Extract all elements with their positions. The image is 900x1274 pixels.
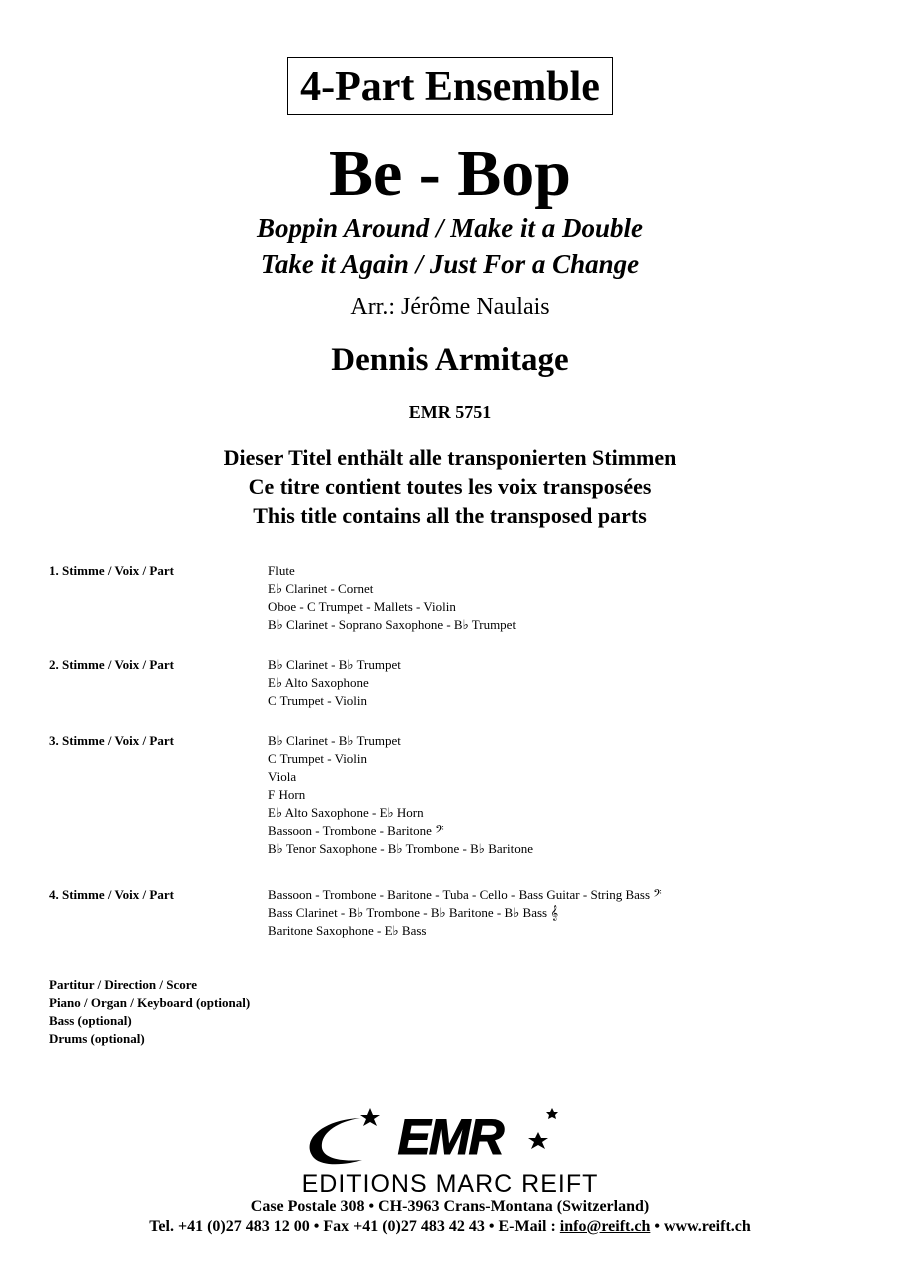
instrument-line: Bass Clarinet - B♭ Trombone - B♭ Baritone - B♭ Bass 𝄞 — [268, 905, 559, 920]
catalog-number: EMR 5751 — [408, 402, 492, 422]
part-3-label: 3. Stimme / Voix / Part — [49, 733, 174, 748]
instrument-line: C Trumpet - Violin — [268, 693, 368, 708]
part-2-instruments — [268, 656, 401, 710]
instrument-line: E♭ Alto Saxophone — [268, 675, 369, 690]
emr-logo-icon — [300, 1104, 600, 1170]
note-english: This title contains all the transposed parts — [253, 503, 647, 528]
note-french: Ce titre contient toutes les voix transposées — [248, 474, 652, 499]
composer: Dennis Armitage — [331, 342, 569, 378]
instrument-line: Baritone Saxophone - E♭ Bass — [268, 923, 427, 938]
part-2-label: 2. Stimme / Voix / Part — [49, 657, 174, 672]
publisher-name: EDITIONS MARC REIFT — [301, 1170, 599, 1198]
extra-part: Bass (optional) — [49, 1013, 132, 1028]
contact-phone-fax: Tel. +41 (0)27 483 12 00 • Fax +41 (0)27 483 42 43 • E-Mail : — [149, 1218, 560, 1235]
instrument-line: B♭ Clarinet - Soprano Saxophone - B♭ Trumpet — [268, 617, 517, 632]
instrument-line: F Horn — [268, 787, 306, 802]
extra-parts-list — [49, 976, 250, 1048]
email-link[interactable]: info@reift.ch — [559, 1218, 651, 1235]
instrument-line: Bassoon - Trombone - Baritone 𝄢 — [268, 823, 444, 838]
extra-part: Partitur / Direction / Score — [49, 977, 198, 992]
logo-text: EMR — [397, 1109, 503, 1165]
instrument-line: B♭ Clarinet - B♭ Trumpet — [268, 733, 401, 748]
part-4-label: 4. Stimme / Voix / Part — [49, 887, 174, 902]
part-1-instruments — [268, 562, 516, 634]
publisher-logo — [300, 1104, 600, 1175]
publisher-address: Case Postale 308 • CH-3963 Crans-Montana (Switzerland) — [250, 1198, 650, 1215]
instrument-line: Oboe - C Trumpet - Mallets - Violin — [268, 599, 456, 614]
subtitle-line-2: Take it Again / Just For a Change — [260, 249, 640, 279]
arranger: Arr.: Jérôme Naulais — [350, 294, 550, 320]
page-title: Be - Bop — [328, 137, 572, 210]
extra-part: Piano / Organ / Keyboard (optional) — [49, 995, 251, 1010]
instrument-line: E♭ Alto Saxophone - E♭ Horn — [268, 805, 424, 820]
part-3-instruments — [268, 732, 533, 858]
instrument-line: B♭ Clarinet - B♭ Trumpet — [268, 657, 401, 672]
instrument-line: Bassoon - Trombone - Baritone - Tuba - Cello - Bass Guitar - String Bass 𝄢 — [268, 887, 662, 902]
extra-part: Drums (optional) — [49, 1031, 145, 1046]
instrument-line: B♭ Tenor Saxophone - B♭ Trombone - B♭ Baritone — [268, 841, 533, 856]
part-4-instruments — [268, 886, 662, 940]
note-german: Dieser Titel enthält alle transponierten Stimmen — [223, 445, 677, 470]
instrument-line: E♭ Clarinet - Cornet — [268, 581, 374, 596]
instrument-line: C Trumpet - Violin — [268, 751, 368, 766]
publisher-contact — [0, 1217, 900, 1237]
ensemble-badge: 4-Part Ensemble — [287, 57, 613, 115]
part-1-label: 1. Stimme / Voix / Part — [49, 563, 174, 578]
subtitle-line-1: Boppin Around / Make it a Double — [256, 213, 644, 243]
contact-website: • www.reift.ch — [650, 1218, 751, 1235]
ensemble-badge-wrapper — [0, 57, 900, 115]
instrument-line: Viola — [268, 769, 297, 784]
instrument-line: Flute — [268, 563, 295, 578]
